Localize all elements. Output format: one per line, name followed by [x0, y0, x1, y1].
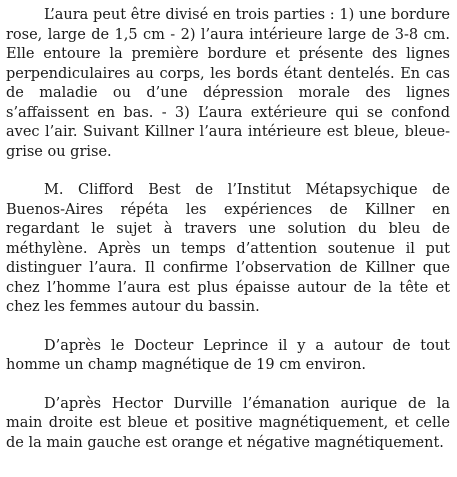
- paragraph-clifford-best: M. Clifford Best de l’Institut Métapsychique de Buenos-Aires répéta les expériences de Killner en regardant le sujet à travers une solution du bleu de méthylène. Après un temps d’attention soutenue il put distinguer l’aura. Il confirme l’observation de Killner que chez l’homme l’aura est plus épaisse autour de la tête et chez les femmes autour du bassin.: [6, 182, 450, 315]
- paragraph-durville: D’après Hector Durville l’émanation aurique de la main droite est bleue et positive magnétiquement, et celle de la main gauche est orange et négative magnétiquement.: [6, 395, 450, 451]
- paragraph-aura-parts: L’aura peut être divisé en trois parties : 1) une bordure rose, large de 1,5 cm - 2) l’aura intérieure large de 3-8 cm. Elle entoure la première bordure et présente des lignes perpendiculaires au corps, les bords étant dentelés. En cas de maladie ou d’une dépression morale des lignes s’affaissent en bas. - 3) L’aura extérieure qui se confond avec l’air. Suivant Killner l’aura intérieure est bleue, bleue-grise ou grise.: [6, 7, 450, 160]
- paragraph-leprince: D’après le Docteur Leprince il y a autour de tout homme un champ magnétique de 19 cm environ.: [6, 337, 450, 373]
- document-page: [6, 6, 450, 453]
